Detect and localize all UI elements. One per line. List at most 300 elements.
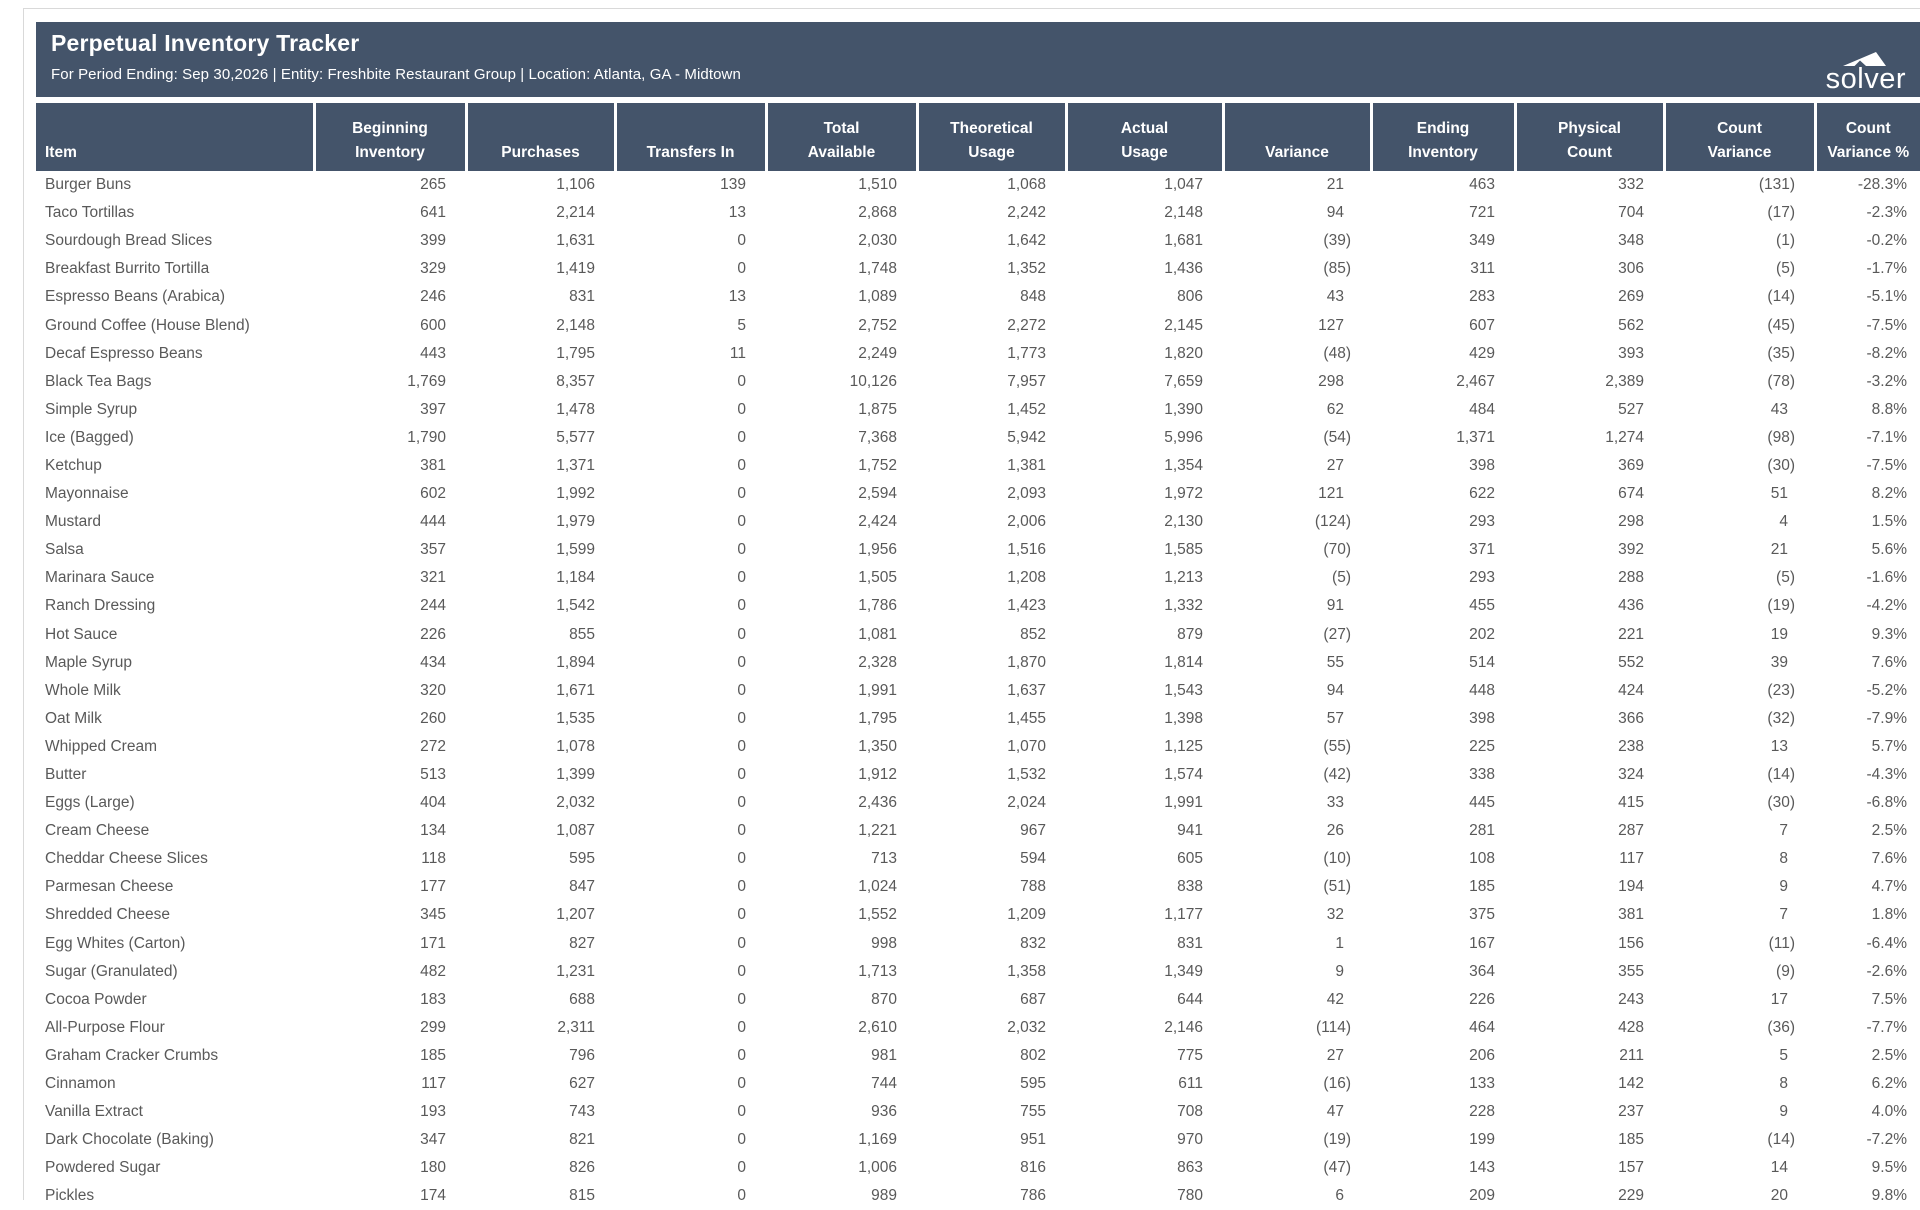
table-row bbox=[36, 845, 1920, 873]
variance-cell: 55 bbox=[1223, 649, 1371, 677]
count_variance_pct-cell: -2.3% bbox=[1815, 199, 1920, 227]
count_variance-cell: 5 bbox=[1664, 1042, 1815, 1070]
beginning_inventory-cell: 381 bbox=[314, 452, 466, 480]
beginning_inventory-cell: 600 bbox=[314, 311, 466, 339]
theoretical_usage-cell: 788 bbox=[917, 873, 1066, 901]
table-row bbox=[36, 368, 1920, 396]
transfers_in-cell: 0 bbox=[615, 508, 766, 536]
transfers_in-cell: 0 bbox=[615, 1154, 766, 1182]
beginning_inventory-cell: 174 bbox=[314, 1182, 466, 1210]
beginning_inventory-cell: 299 bbox=[314, 1014, 466, 1042]
ending_inventory-cell: 364 bbox=[1371, 958, 1515, 986]
actual_usage-cell: 2,130 bbox=[1066, 508, 1223, 536]
physical_count-cell: 288 bbox=[1515, 564, 1664, 592]
total_available-cell: 2,868 bbox=[766, 199, 917, 227]
actual_usage-cell: 863 bbox=[1066, 1154, 1223, 1182]
purchases-cell: 1,795 bbox=[466, 340, 615, 368]
physical_count-cell: 527 bbox=[1515, 396, 1664, 424]
total_available-cell: 1,081 bbox=[766, 621, 917, 649]
column-header-count_variance_pct: Count Variance % bbox=[1815, 103, 1920, 171]
physical_count-cell: 142 bbox=[1515, 1070, 1664, 1098]
actual_usage-cell: 1,585 bbox=[1066, 536, 1223, 564]
ending_inventory-cell: 311 bbox=[1371, 255, 1515, 283]
column-header-total_available: Total Available bbox=[766, 103, 917, 171]
total_available-cell: 1,786 bbox=[766, 592, 917, 620]
table-row bbox=[36, 649, 1920, 677]
count_variance-cell: 19 bbox=[1664, 621, 1815, 649]
table-row bbox=[36, 677, 1920, 705]
item-cell: Marinara Sauce bbox=[36, 564, 314, 592]
count_variance-cell: (78) bbox=[1664, 368, 1815, 396]
purchases-cell: 1,106 bbox=[466, 171, 615, 199]
transfers_in-cell: 0 bbox=[615, 1014, 766, 1042]
total_available-cell: 1,875 bbox=[766, 396, 917, 424]
purchases-cell: 1,231 bbox=[466, 958, 615, 986]
count_variance-cell: (30) bbox=[1664, 789, 1815, 817]
theoretical_usage-cell: 1,208 bbox=[917, 564, 1066, 592]
count_variance_pct-cell: 8.8% bbox=[1815, 396, 1920, 424]
column-header-beginning_inventory: Beginning Inventory bbox=[314, 103, 466, 171]
variance-cell: (42) bbox=[1223, 761, 1371, 789]
count_variance_pct-cell: 5.6% bbox=[1815, 536, 1920, 564]
item-cell: Whipped Cream bbox=[36, 733, 314, 761]
variance-cell: 27 bbox=[1223, 1042, 1371, 1070]
purchases-cell: 1,979 bbox=[466, 508, 615, 536]
beginning_inventory-cell: 357 bbox=[314, 536, 466, 564]
actual_usage-cell: 1,991 bbox=[1066, 789, 1223, 817]
variance-cell: 91 bbox=[1223, 592, 1371, 620]
count_variance_pct-cell: -7.1% bbox=[1815, 424, 1920, 452]
purchases-cell: 2,148 bbox=[466, 311, 615, 339]
beginning_inventory-cell: 193 bbox=[314, 1098, 466, 1126]
report-title-bar bbox=[36, 22, 1920, 97]
theoretical_usage-cell: 595 bbox=[917, 1070, 1066, 1098]
ending_inventory-cell: 209 bbox=[1371, 1182, 1515, 1210]
item-cell: Whole Milk bbox=[36, 677, 314, 705]
actual_usage-cell: 1,972 bbox=[1066, 480, 1223, 508]
physical_count-cell: 298 bbox=[1515, 508, 1664, 536]
count_variance-cell: 43 bbox=[1664, 396, 1815, 424]
table-row bbox=[36, 592, 1920, 620]
count_variance-cell: (14) bbox=[1664, 761, 1815, 789]
beginning_inventory-cell: 272 bbox=[314, 733, 466, 761]
count_variance-cell: 9 bbox=[1664, 873, 1815, 901]
table-row bbox=[36, 705, 1920, 733]
count_variance-cell: (14) bbox=[1664, 283, 1815, 311]
table-row bbox=[36, 536, 1920, 564]
transfers_in-cell: 13 bbox=[615, 199, 766, 227]
table-row bbox=[36, 901, 1920, 929]
variance-cell: (39) bbox=[1223, 227, 1371, 255]
purchases-cell: 1,078 bbox=[466, 733, 615, 761]
purchases-cell: 1,535 bbox=[466, 705, 615, 733]
theoretical_usage-cell: 5,942 bbox=[917, 424, 1066, 452]
physical_count-cell: 1,274 bbox=[1515, 424, 1664, 452]
transfers_in-cell: 0 bbox=[615, 958, 766, 986]
purchases-cell: 5,577 bbox=[466, 424, 615, 452]
actual_usage-cell: 1,390 bbox=[1066, 396, 1223, 424]
physical_count-cell: 306 bbox=[1515, 255, 1664, 283]
purchases-cell: 1,371 bbox=[466, 452, 615, 480]
total_available-cell: 1,748 bbox=[766, 255, 917, 283]
total_available-cell: 1,991 bbox=[766, 677, 917, 705]
actual_usage-cell: 831 bbox=[1066, 930, 1223, 958]
column-header-variance: Variance bbox=[1223, 103, 1371, 171]
actual_usage-cell: 5,996 bbox=[1066, 424, 1223, 452]
total_available-cell: 10,126 bbox=[766, 368, 917, 396]
item-cell: Ketchup bbox=[36, 452, 314, 480]
physical_count-cell: 424 bbox=[1515, 677, 1664, 705]
beginning_inventory-cell: 117 bbox=[314, 1070, 466, 1098]
variance-cell: (51) bbox=[1223, 873, 1371, 901]
variance-cell: 57 bbox=[1223, 705, 1371, 733]
item-cell: Simple Syrup bbox=[36, 396, 314, 424]
count_variance-cell: 7 bbox=[1664, 901, 1815, 929]
ending_inventory-cell: 721 bbox=[1371, 199, 1515, 227]
table-row bbox=[36, 452, 1920, 480]
theoretical_usage-cell: 687 bbox=[917, 986, 1066, 1014]
total_available-cell: 2,249 bbox=[766, 340, 917, 368]
count_variance_pct-cell: -7.2% bbox=[1815, 1126, 1920, 1154]
count_variance_pct-cell: 2.5% bbox=[1815, 817, 1920, 845]
count_variance_pct-cell: -6.4% bbox=[1815, 930, 1920, 958]
purchases-cell: 847 bbox=[466, 873, 615, 901]
actual_usage-cell: 1,125 bbox=[1066, 733, 1223, 761]
theoretical_usage-cell: 2,272 bbox=[917, 311, 1066, 339]
theoretical_usage-cell: 1,637 bbox=[917, 677, 1066, 705]
ending_inventory-cell: 108 bbox=[1371, 845, 1515, 873]
page-title: Perpetual Inventory Tracker bbox=[51, 31, 1920, 56]
purchases-cell: 2,311 bbox=[466, 1014, 615, 1042]
theoretical_usage-cell: 2,024 bbox=[917, 789, 1066, 817]
theoretical_usage-cell: 2,242 bbox=[917, 199, 1066, 227]
count_variance-cell: (131) bbox=[1664, 171, 1815, 199]
ending_inventory-cell: 283 bbox=[1371, 283, 1515, 311]
transfers_in-cell: 0 bbox=[615, 817, 766, 845]
table-body bbox=[36, 171, 1920, 1210]
count_variance-cell: (14) bbox=[1664, 1126, 1815, 1154]
physical_count-cell: 269 bbox=[1515, 283, 1664, 311]
variance-cell: 1 bbox=[1223, 930, 1371, 958]
total_available-cell: 2,436 bbox=[766, 789, 917, 817]
physical_count-cell: 287 bbox=[1515, 817, 1664, 845]
count_variance_pct-cell: -5.1% bbox=[1815, 283, 1920, 311]
beginning_inventory-cell: 246 bbox=[314, 283, 466, 311]
beginning_inventory-cell: 345 bbox=[314, 901, 466, 929]
physical_count-cell: 324 bbox=[1515, 761, 1664, 789]
total_available-cell: 989 bbox=[766, 1182, 917, 1210]
ending_inventory-cell: 622 bbox=[1371, 480, 1515, 508]
count_variance-cell: (32) bbox=[1664, 705, 1815, 733]
item-cell: Espresso Beans (Arabica) bbox=[36, 283, 314, 311]
beginning_inventory-cell: 180 bbox=[314, 1154, 466, 1182]
table-row bbox=[36, 171, 1920, 199]
ending_inventory-cell: 398 bbox=[1371, 705, 1515, 733]
transfers_in-cell: 0 bbox=[615, 480, 766, 508]
actual_usage-cell: 970 bbox=[1066, 1126, 1223, 1154]
transfers_in-cell: 0 bbox=[615, 424, 766, 452]
physical_count-cell: 415 bbox=[1515, 789, 1664, 817]
variance-cell: 94 bbox=[1223, 199, 1371, 227]
transfers_in-cell: 0 bbox=[615, 901, 766, 929]
item-cell: Vanilla Extract bbox=[36, 1098, 314, 1126]
ending_inventory-cell: 2,467 bbox=[1371, 368, 1515, 396]
actual_usage-cell: 1,820 bbox=[1066, 340, 1223, 368]
total_available-cell: 1,089 bbox=[766, 283, 917, 311]
purchases-cell: 1,478 bbox=[466, 396, 615, 424]
item-cell: Taco Tortillas bbox=[36, 199, 314, 227]
total_available-cell: 1,713 bbox=[766, 958, 917, 986]
beginning_inventory-cell: 265 bbox=[314, 171, 466, 199]
count_variance-cell: (36) bbox=[1664, 1014, 1815, 1042]
count_variance-cell: (11) bbox=[1664, 930, 1815, 958]
variance-cell: (19) bbox=[1223, 1126, 1371, 1154]
table-row bbox=[36, 1014, 1920, 1042]
item-cell: Salsa bbox=[36, 536, 314, 564]
item-cell: Shredded Cheese bbox=[36, 901, 314, 929]
variance-cell: (85) bbox=[1223, 255, 1371, 283]
count_variance-cell: (98) bbox=[1664, 424, 1815, 452]
physical_count-cell: 428 bbox=[1515, 1014, 1664, 1042]
table-row bbox=[36, 958, 1920, 986]
count_variance-cell: (9) bbox=[1664, 958, 1815, 986]
report-subtitle: For Period Ending: Sep 30,2026 | Entity: Freshbite Restaurant Group | Location: Atlanta, GA - Midtown bbox=[51, 66, 1920, 83]
count_variance_pct-cell: 4.0% bbox=[1815, 1098, 1920, 1126]
table-row bbox=[36, 1098, 1920, 1126]
count_variance_pct-cell: -5.2% bbox=[1815, 677, 1920, 705]
variance-cell: (47) bbox=[1223, 1154, 1371, 1182]
physical_count-cell: 156 bbox=[1515, 930, 1664, 958]
physical_count-cell: 381 bbox=[1515, 901, 1664, 929]
count_variance_pct-cell: -1.7% bbox=[1815, 255, 1920, 283]
table-row bbox=[36, 930, 1920, 958]
solver-logo bbox=[1826, 51, 1906, 94]
theoretical_usage-cell: 816 bbox=[917, 1154, 1066, 1182]
item-cell: Mustard bbox=[36, 508, 314, 536]
ending_inventory-cell: 398 bbox=[1371, 452, 1515, 480]
theoretical_usage-cell: 594 bbox=[917, 845, 1066, 873]
physical_count-cell: 157 bbox=[1515, 1154, 1664, 1182]
column-header-actual_usage: Actual Usage bbox=[1066, 103, 1223, 171]
beginning_inventory-cell: 320 bbox=[314, 677, 466, 705]
transfers_in-cell: 0 bbox=[615, 452, 766, 480]
transfers_in-cell: 0 bbox=[615, 592, 766, 620]
column-header-purchases: Purchases bbox=[466, 103, 615, 171]
table-row bbox=[36, 1070, 1920, 1098]
physical_count-cell: 674 bbox=[1515, 480, 1664, 508]
purchases-cell: 1,207 bbox=[466, 901, 615, 929]
transfers_in-cell: 0 bbox=[615, 255, 766, 283]
physical_count-cell: 243 bbox=[1515, 986, 1664, 1014]
beginning_inventory-cell: 260 bbox=[314, 705, 466, 733]
theoretical_usage-cell: 2,032 bbox=[917, 1014, 1066, 1042]
ending_inventory-cell: 202 bbox=[1371, 621, 1515, 649]
table-row bbox=[36, 1154, 1920, 1182]
total_available-cell: 1,006 bbox=[766, 1154, 917, 1182]
count_variance-cell: 51 bbox=[1664, 480, 1815, 508]
variance-cell: 121 bbox=[1223, 480, 1371, 508]
physical_count-cell: 2,389 bbox=[1515, 368, 1664, 396]
variance-cell: 127 bbox=[1223, 311, 1371, 339]
count_variance_pct-cell: 1.8% bbox=[1815, 901, 1920, 929]
item-cell: Breakfast Burrito Tortilla bbox=[36, 255, 314, 283]
transfers_in-cell: 0 bbox=[615, 649, 766, 677]
count_variance_pct-cell: 9.3% bbox=[1815, 621, 1920, 649]
item-cell: All-Purpose Flour bbox=[36, 1014, 314, 1042]
table-row bbox=[36, 340, 1920, 368]
actual_usage-cell: 1,436 bbox=[1066, 255, 1223, 283]
header-row bbox=[36, 103, 1920, 171]
item-cell: Parmesan Cheese bbox=[36, 873, 314, 901]
count_variance-cell: (5) bbox=[1664, 255, 1815, 283]
ending_inventory-cell: 133 bbox=[1371, 1070, 1515, 1098]
ending_inventory-cell: 293 bbox=[1371, 508, 1515, 536]
count_variance_pct-cell: -7.9% bbox=[1815, 705, 1920, 733]
actual_usage-cell: 1,354 bbox=[1066, 452, 1223, 480]
variance-cell: (54) bbox=[1223, 424, 1371, 452]
variance-cell: (55) bbox=[1223, 733, 1371, 761]
purchases-cell: 8,357 bbox=[466, 368, 615, 396]
actual_usage-cell: 1,681 bbox=[1066, 227, 1223, 255]
actual_usage-cell: 780 bbox=[1066, 1182, 1223, 1210]
purchases-cell: 2,032 bbox=[466, 789, 615, 817]
count_variance_pct-cell: -7.5% bbox=[1815, 311, 1920, 339]
transfers_in-cell: 0 bbox=[615, 677, 766, 705]
theoretical_usage-cell: 1,870 bbox=[917, 649, 1066, 677]
ending_inventory-cell: 455 bbox=[1371, 592, 1515, 620]
table-row bbox=[36, 283, 1920, 311]
table-row bbox=[36, 199, 1920, 227]
variance-cell: 9 bbox=[1223, 958, 1371, 986]
beginning_inventory-cell: 1,769 bbox=[314, 368, 466, 396]
purchases-cell: 855 bbox=[466, 621, 615, 649]
actual_usage-cell: 1,398 bbox=[1066, 705, 1223, 733]
table-row bbox=[36, 1182, 1920, 1210]
ending_inventory-cell: 445 bbox=[1371, 789, 1515, 817]
physical_count-cell: 348 bbox=[1515, 227, 1664, 255]
purchases-cell: 2,214 bbox=[466, 199, 615, 227]
count_variance-cell: 7 bbox=[1664, 817, 1815, 845]
variance-cell: 47 bbox=[1223, 1098, 1371, 1126]
purchases-cell: 1,419 bbox=[466, 255, 615, 283]
transfers_in-cell: 0 bbox=[615, 873, 766, 901]
count_variance-cell: 14 bbox=[1664, 1154, 1815, 1182]
beginning_inventory-cell: 177 bbox=[314, 873, 466, 901]
total_available-cell: 2,424 bbox=[766, 508, 917, 536]
ending_inventory-cell: 225 bbox=[1371, 733, 1515, 761]
count_variance_pct-cell: -6.8% bbox=[1815, 789, 1920, 817]
count_variance-cell: (23) bbox=[1664, 677, 1815, 705]
count_variance-cell: (1) bbox=[1664, 227, 1815, 255]
purchases-cell: 831 bbox=[466, 283, 615, 311]
variance-cell: (5) bbox=[1223, 564, 1371, 592]
table-row bbox=[36, 621, 1920, 649]
ending_inventory-cell: 1,371 bbox=[1371, 424, 1515, 452]
purchases-cell: 827 bbox=[466, 930, 615, 958]
ending_inventory-cell: 206 bbox=[1371, 1042, 1515, 1070]
actual_usage-cell: 1,213 bbox=[1066, 564, 1223, 592]
beginning_inventory-cell: 1,790 bbox=[314, 424, 466, 452]
physical_count-cell: 238 bbox=[1515, 733, 1664, 761]
count_variance_pct-cell: 5.7% bbox=[1815, 733, 1920, 761]
purchases-cell: 821 bbox=[466, 1126, 615, 1154]
total_available-cell: 1,752 bbox=[766, 452, 917, 480]
column-header-item: Item bbox=[36, 103, 314, 171]
purchases-cell: 1,894 bbox=[466, 649, 615, 677]
purchases-cell: 1,631 bbox=[466, 227, 615, 255]
transfers_in-cell: 0 bbox=[615, 227, 766, 255]
item-cell: Dark Chocolate (Baking) bbox=[36, 1126, 314, 1154]
purchases-cell: 595 bbox=[466, 845, 615, 873]
ending_inventory-cell: 371 bbox=[1371, 536, 1515, 564]
variance-cell: (124) bbox=[1223, 508, 1371, 536]
count_variance-cell: (19) bbox=[1664, 592, 1815, 620]
total_available-cell: 2,594 bbox=[766, 480, 917, 508]
transfers_in-cell: 0 bbox=[615, 733, 766, 761]
theoretical_usage-cell: 1,642 bbox=[917, 227, 1066, 255]
beginning_inventory-cell: 399 bbox=[314, 227, 466, 255]
physical_count-cell: 221 bbox=[1515, 621, 1664, 649]
count_variance_pct-cell: -1.6% bbox=[1815, 564, 1920, 592]
actual_usage-cell: 1,814 bbox=[1066, 649, 1223, 677]
transfers_in-cell: 0 bbox=[615, 705, 766, 733]
count_variance-cell: 20 bbox=[1664, 1182, 1815, 1210]
actual_usage-cell: 2,146 bbox=[1066, 1014, 1223, 1042]
beginning_inventory-cell: 444 bbox=[314, 508, 466, 536]
table-header bbox=[36, 103, 1920, 171]
variance-cell: (70) bbox=[1223, 536, 1371, 564]
item-cell: Hot Sauce bbox=[36, 621, 314, 649]
transfers_in-cell: 0 bbox=[615, 986, 766, 1014]
beginning_inventory-cell: 183 bbox=[314, 986, 466, 1014]
variance-cell: 43 bbox=[1223, 283, 1371, 311]
beginning_inventory-cell: 134 bbox=[314, 817, 466, 845]
transfers_in-cell: 0 bbox=[615, 1098, 766, 1126]
variance-cell: (114) bbox=[1223, 1014, 1371, 1042]
purchases-cell: 1,992 bbox=[466, 480, 615, 508]
ending_inventory-cell: 143 bbox=[1371, 1154, 1515, 1182]
transfers_in-cell: 0 bbox=[615, 621, 766, 649]
ending_inventory-cell: 464 bbox=[1371, 1014, 1515, 1042]
count_variance-cell: 4 bbox=[1664, 508, 1815, 536]
total_available-cell: 936 bbox=[766, 1098, 917, 1126]
count_variance-cell: 9 bbox=[1664, 1098, 1815, 1126]
total_available-cell: 1,169 bbox=[766, 1126, 917, 1154]
table-row bbox=[36, 480, 1920, 508]
physical_count-cell: 117 bbox=[1515, 845, 1664, 873]
total_available-cell: 2,328 bbox=[766, 649, 917, 677]
count_variance_pct-cell: 7.6% bbox=[1815, 845, 1920, 873]
ending_inventory-cell: 185 bbox=[1371, 873, 1515, 901]
column-header-transfers_in: Transfers In bbox=[615, 103, 766, 171]
purchases-cell: 743 bbox=[466, 1098, 615, 1126]
count_variance_pct-cell: 8.2% bbox=[1815, 480, 1920, 508]
item-cell: Powdered Sugar bbox=[36, 1154, 314, 1182]
table-row bbox=[36, 424, 1920, 452]
ending_inventory-cell: 338 bbox=[1371, 761, 1515, 789]
count_variance-cell: 8 bbox=[1664, 845, 1815, 873]
physical_count-cell: 393 bbox=[1515, 340, 1664, 368]
item-cell: Eggs (Large) bbox=[36, 789, 314, 817]
transfers_in-cell: 0 bbox=[615, 1182, 766, 1210]
beginning_inventory-cell: 513 bbox=[314, 761, 466, 789]
item-cell: Sugar (Granulated) bbox=[36, 958, 314, 986]
total_available-cell: 1,552 bbox=[766, 901, 917, 929]
theoretical_usage-cell: 755 bbox=[917, 1098, 1066, 1126]
theoretical_usage-cell: 1,452 bbox=[917, 396, 1066, 424]
theoretical_usage-cell: 1,352 bbox=[917, 255, 1066, 283]
theoretical_usage-cell: 1,532 bbox=[917, 761, 1066, 789]
